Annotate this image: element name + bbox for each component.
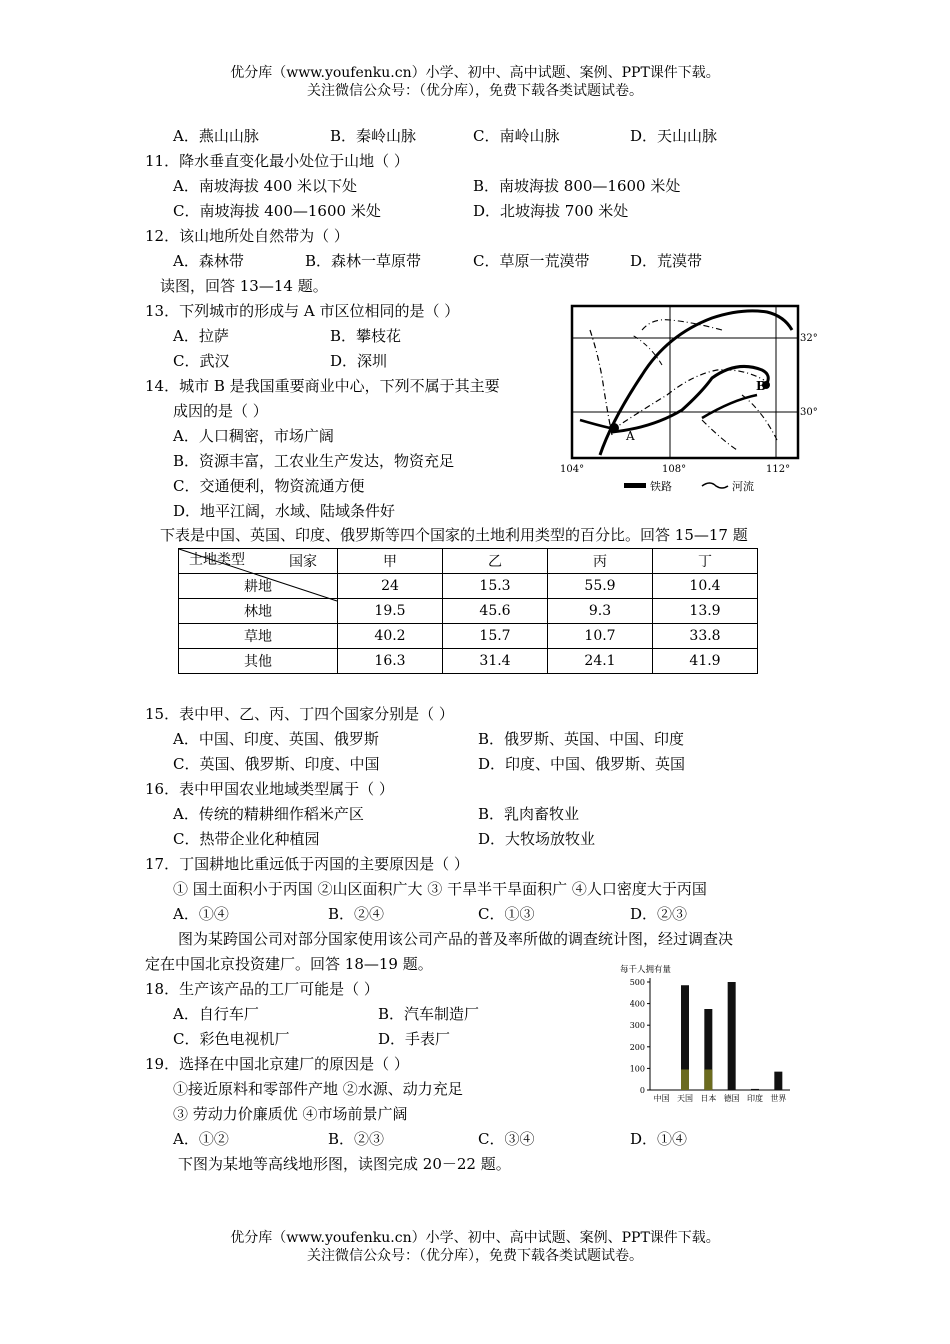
row-label: 其他 bbox=[179, 649, 338, 674]
q17-option-b: B．②④ bbox=[328, 905, 385, 923]
table-cell: 9.3 bbox=[548, 599, 653, 624]
q19-option-d: D．①④ bbox=[630, 1130, 688, 1148]
q19-option-a: A．①② bbox=[173, 1130, 229, 1148]
footer-line-2: 关注微信公众号：（优分库），免费下载各类试题试卷。 bbox=[307, 1248, 643, 1264]
intro-18-19-line1: 图为某跨国公司对部分国家使用该公司产品的普及率所做的调查统计图，经过调查决 bbox=[178, 930, 734, 948]
river-railway-map bbox=[552, 300, 818, 500]
q13-option-a: A．拉萨 bbox=[173, 327, 229, 345]
land-use-table bbox=[178, 548, 758, 674]
x-tick-label: 世界 bbox=[770, 1094, 787, 1103]
y-tick-label: 300 bbox=[629, 1021, 645, 1031]
table-cell: 41.9 bbox=[653, 649, 758, 674]
bar-印度 bbox=[751, 1089, 759, 1090]
legend-railway: 铁路 bbox=[650, 480, 672, 493]
q11-stem: 11．降水垂直变化最小处位于山地（ ） bbox=[145, 152, 409, 170]
city-a-label: A bbox=[626, 429, 635, 443]
legend-river: 河流 bbox=[732, 480, 754, 493]
q14-stem-line1: 14．城市 B 是我国重要商业中心，下列不属于其主要 bbox=[145, 377, 500, 395]
footer-line-1: 优分库（www.youfenku.cn）小学、初中、高中试题、案例、PPT课件下载。 bbox=[230, 1230, 720, 1246]
q16-option-c: C．热带企业化种植园 bbox=[173, 830, 320, 848]
q17-option-c: C．①③ bbox=[478, 905, 535, 923]
column-header: 甲 bbox=[338, 549, 443, 574]
row-label: 耕地 bbox=[179, 574, 338, 599]
header-line-1: 优分库（www.youfenku.cn）小学、初中、高中试题、案例、PPT课件下载。 bbox=[230, 65, 720, 81]
table-corner-cell bbox=[179, 549, 338, 574]
q17-option-d: D．②③ bbox=[630, 905, 688, 923]
q12-option-c: C．草原一荒漠带 bbox=[473, 252, 590, 270]
q11-option-c: C．南坡海拔 400—1600 米处 bbox=[173, 202, 381, 220]
q15-option-b: B．俄罗斯、英国、中国、印度 bbox=[478, 730, 685, 748]
x-tick-label: 德国 bbox=[723, 1094, 740, 1103]
q10-option-d: D．天山山脉 bbox=[630, 127, 718, 145]
bar-highlight-日本 bbox=[704, 1069, 712, 1090]
q13-option-d: D．深圳 bbox=[330, 352, 388, 370]
lat-label-30: 30° bbox=[800, 407, 818, 418]
table-cell: 55.9 bbox=[548, 574, 653, 599]
y-tick-label: 500 bbox=[629, 978, 645, 987]
table-cell: 16.3 bbox=[338, 649, 443, 674]
table-cell: 40.2 bbox=[338, 624, 443, 649]
column-header: 丁 bbox=[653, 549, 758, 574]
q15-option-a: A．中国、印度、英国、俄罗斯 bbox=[173, 730, 379, 748]
y-tick-label: 100 bbox=[629, 1064, 645, 1074]
q12-stem: 12．该山地所处自然带为（ ） bbox=[145, 227, 349, 245]
lon-label-104: 104° bbox=[560, 464, 585, 475]
q19-option-b: B．②③ bbox=[328, 1130, 385, 1148]
table-row bbox=[179, 624, 758, 649]
q12-option-b: B．森林一草原带 bbox=[305, 252, 422, 270]
q18-option-d: D．手表厂 bbox=[378, 1030, 451, 1048]
city-b-label: B bbox=[756, 379, 767, 393]
bar-德国 bbox=[728, 982, 736, 1090]
bar-世界 bbox=[774, 1072, 782, 1090]
y-tick-label: 400 bbox=[629, 999, 645, 1009]
table-row bbox=[179, 649, 758, 674]
q18-option-b: B．汽车制造厂 bbox=[378, 1005, 480, 1023]
row-label: 林地 bbox=[179, 599, 338, 624]
q19-stem: 19．选择在中国北京建厂的原因是（ ） bbox=[145, 1055, 409, 1073]
corner-country-label: 国家 bbox=[289, 554, 317, 570]
q10-option-b: B．秦岭山脉 bbox=[330, 127, 417, 145]
x-tick-label: 日本 bbox=[700, 1094, 717, 1103]
q12-option-a: A．森林带 bbox=[173, 252, 244, 270]
table-cell: 45.6 bbox=[443, 599, 548, 624]
q16-option-d: D．大牧场放牧业 bbox=[478, 830, 596, 848]
row-label: 草地 bbox=[179, 624, 338, 649]
lon-label-108: 108° bbox=[662, 464, 687, 475]
q14-option-a: A．人口稠密，市场广阔 bbox=[173, 427, 334, 445]
table-cell: 24 bbox=[338, 574, 443, 599]
chart-title: 每千人拥有量 bbox=[620, 965, 672, 975]
column-header: 丙 bbox=[548, 549, 653, 574]
city-a-marker bbox=[609, 423, 619, 433]
table-cell: 31.4 bbox=[443, 649, 548, 674]
y-tick-label: 200 bbox=[629, 1042, 645, 1052]
q13-option-b: B．攀枝花 bbox=[330, 327, 402, 345]
corner-landtype-label: 土地类型 bbox=[189, 552, 245, 568]
q14-option-b: B．资源丰富，工农业生产发达，物资充足 bbox=[173, 452, 455, 470]
intro-15-17: 下表是中国、英国、印度、俄罗斯等四个国家的土地利用类型的百分比。回答 15—17 题 bbox=[160, 526, 748, 544]
x-tick-label: 印度 bbox=[747, 1094, 763, 1103]
q17-stem: 17．丁国耕地比重远低于丙国的主要原因是（ ） bbox=[145, 855, 469, 873]
y-tick-label: 0 bbox=[639, 1086, 645, 1095]
bar-highlight-天国 bbox=[681, 1069, 689, 1090]
q19-option-c: C．③④ bbox=[478, 1130, 535, 1148]
q17-option-a: A．①④ bbox=[173, 905, 229, 923]
q14-stem-line2: 成因的是（ ） bbox=[173, 402, 268, 420]
table-row bbox=[179, 599, 758, 624]
column-header: 乙 bbox=[443, 549, 548, 574]
q15-stem: 15．表中甲、乙、丙、丁四个国家分别是（ ） bbox=[145, 705, 454, 723]
table-cell: 19.5 bbox=[338, 599, 443, 624]
q10-option-c: C．南岭山脉 bbox=[473, 127, 560, 145]
q11-option-a: A．南坡海拔 400 米以下处 bbox=[173, 177, 357, 195]
q11-option-b: B．南坡海拔 800—1600 米处 bbox=[473, 177, 681, 195]
header-line-2: 关注微信公众号：（优分库），免费下载各类试题试卷。 bbox=[307, 83, 643, 99]
table-cell: 10.4 bbox=[653, 574, 758, 599]
q16-option-a: A．传统的精耕细作稻米产区 bbox=[173, 805, 364, 823]
q16-option-b: B．乳肉畜牧业 bbox=[478, 805, 580, 823]
table-cell: 24.1 bbox=[548, 649, 653, 674]
intro-20-22: 下图为某地等高线地形图，读图完成 20－22 题。 bbox=[178, 1155, 511, 1173]
q19-items-line2: ③ 劳动力价廉质优 ④市场前景广阔 bbox=[173, 1105, 408, 1123]
q16-stem: 16．表中甲国农业地域类型属于（ ） bbox=[145, 780, 394, 798]
q17-items: ① 国土面积小于丙国 ②山区面积广大 ③ 干旱半干旱面积广 ④人口密度大于丙国 bbox=[173, 880, 707, 898]
table-header-row bbox=[179, 549, 758, 574]
intro-18-19-line2: 定在中国北京投资建厂。回答 18—19 题。 bbox=[145, 955, 433, 973]
q15-option-c: C．英国、俄罗斯、印度、中国 bbox=[173, 755, 380, 773]
q18-stem: 18．生产该产品的工厂可能是（ ） bbox=[145, 980, 379, 998]
q18-option-c: C．彩色电视机厂 bbox=[173, 1030, 290, 1048]
x-tick-label: 中国 bbox=[653, 1094, 670, 1103]
q14-option-d: D．地平江阔，水域、陆域条件好 bbox=[173, 502, 396, 520]
q13-option-c: C．武汉 bbox=[173, 352, 230, 370]
lon-label-112: 112° bbox=[766, 464, 791, 475]
q11-option-d: D．北坡海拔 700 米处 bbox=[473, 202, 629, 220]
railway-legend-icon bbox=[624, 483, 646, 488]
table-cell: 13.9 bbox=[653, 599, 758, 624]
table-cell: 33.8 bbox=[653, 624, 758, 649]
q10-option-a: A．燕山山脉 bbox=[173, 127, 259, 145]
x-tick-label: 天国 bbox=[677, 1094, 693, 1103]
q13-stem: 13．下列城市的形成与 A 市区位相同的是（ ） bbox=[145, 302, 460, 320]
ownership-bar-chart bbox=[612, 962, 802, 1108]
q18-option-a: A．自行车厂 bbox=[173, 1005, 259, 1023]
q15-option-d: D．印度、中国、俄罗斯、英国 bbox=[478, 755, 686, 773]
table-cell: 15.7 bbox=[443, 624, 548, 649]
q12-option-d: D．荒漠带 bbox=[630, 252, 703, 270]
lat-label-32: 32° bbox=[800, 333, 818, 344]
q19-items-line1: ①接近原料和零部件产地 ②水源、动力充足 bbox=[173, 1080, 463, 1098]
river-legend-icon bbox=[702, 483, 728, 488]
q14-option-c: C．交通便利，物资流通方便 bbox=[173, 477, 365, 495]
table-cell: 10.7 bbox=[548, 624, 653, 649]
intro-13-14: 读图，回答 13—14 题。 bbox=[160, 277, 328, 295]
table-cell: 15.3 bbox=[443, 574, 548, 599]
